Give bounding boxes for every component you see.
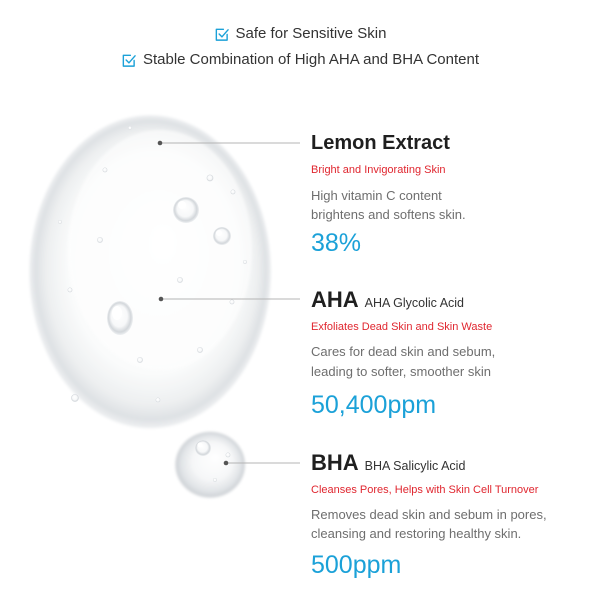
air-bubble [103, 168, 108, 173]
air-bubble [178, 201, 186, 209]
ingredient-description [311, 342, 596, 382]
air-bubble [112, 306, 122, 320]
ingredient-tagline: Cleanses Pores, Helps with Skin Cell Turnover [311, 484, 539, 496]
air-bubble [197, 347, 203, 353]
gel-droplet-small [174, 431, 246, 499]
air-bubble [156, 398, 161, 403]
ingredient-amount: 500ppm [311, 551, 402, 579]
air-bubble [213, 478, 217, 482]
ingredient-name: BHA [311, 450, 359, 475]
air-bubble [128, 126, 132, 130]
air-bubble [195, 440, 211, 456]
ingredient-tagline: Exfoliates Dead Skin and Skin Waste [311, 321, 493, 333]
description-line: brightens and softens skin. [311, 207, 466, 222]
ingredient-amount: 50,400ppm [311, 391, 437, 419]
description-line: Cares for dead skin and sebum, [311, 344, 496, 359]
ingredient-name: Lemon Extract [311, 132, 450, 154]
ingredient-description [311, 505, 596, 543]
ingredient-full-name: AHA Glycolic Acid [364, 296, 465, 310]
description-line: leading to softer, smoother skin [311, 364, 491, 379]
ingredient-bha [311, 450, 596, 580]
air-bubble [58, 220, 62, 224]
ingredient-full-name: BHA Salicylic Acid [364, 459, 466, 473]
air-bubble [71, 394, 79, 402]
air-bubble [216, 230, 222, 236]
ingredient-tagline: Bright and Invigorating Skin [311, 164, 446, 176]
connector-dot [224, 461, 229, 466]
air-bubble [243, 260, 247, 264]
ingredient-heading [311, 131, 596, 155]
ingredient-name: AHA [311, 287, 359, 312]
air-bubble [137, 357, 143, 363]
ingredient-aha [311, 287, 596, 420]
description-line: Removes dead skin and sebum in pores, [311, 507, 547, 522]
ingredient-heading [311, 450, 596, 476]
air-bubble [226, 453, 231, 458]
air-bubble [198, 443, 203, 448]
ingredient-amount: 38% [311, 229, 362, 257]
description-line: cleansing and restoring healthy skin. [311, 526, 522, 541]
air-bubble [231, 190, 236, 195]
feature-text: Safe for Sensitive Skin [235, 25, 387, 42]
description-line: High vitamin C content [311, 188, 442, 203]
ingredient-lemon-extract [311, 131, 596, 258]
air-bubble [97, 237, 103, 243]
air-bubble [173, 197, 199, 223]
droplet-highlight [68, 130, 252, 370]
ingredient-heading [311, 287, 596, 313]
air-bubble [207, 175, 214, 182]
air-bubble [230, 300, 235, 305]
air-bubble [177, 277, 183, 283]
ingredient-description [311, 186, 596, 224]
connector-dot [159, 297, 164, 302]
connector-dot [158, 141, 163, 146]
air-bubble [213, 227, 231, 245]
air-bubble [68, 288, 73, 293]
feature-text: Stable Combination of High AHA and BHA Content [142, 51, 480, 68]
